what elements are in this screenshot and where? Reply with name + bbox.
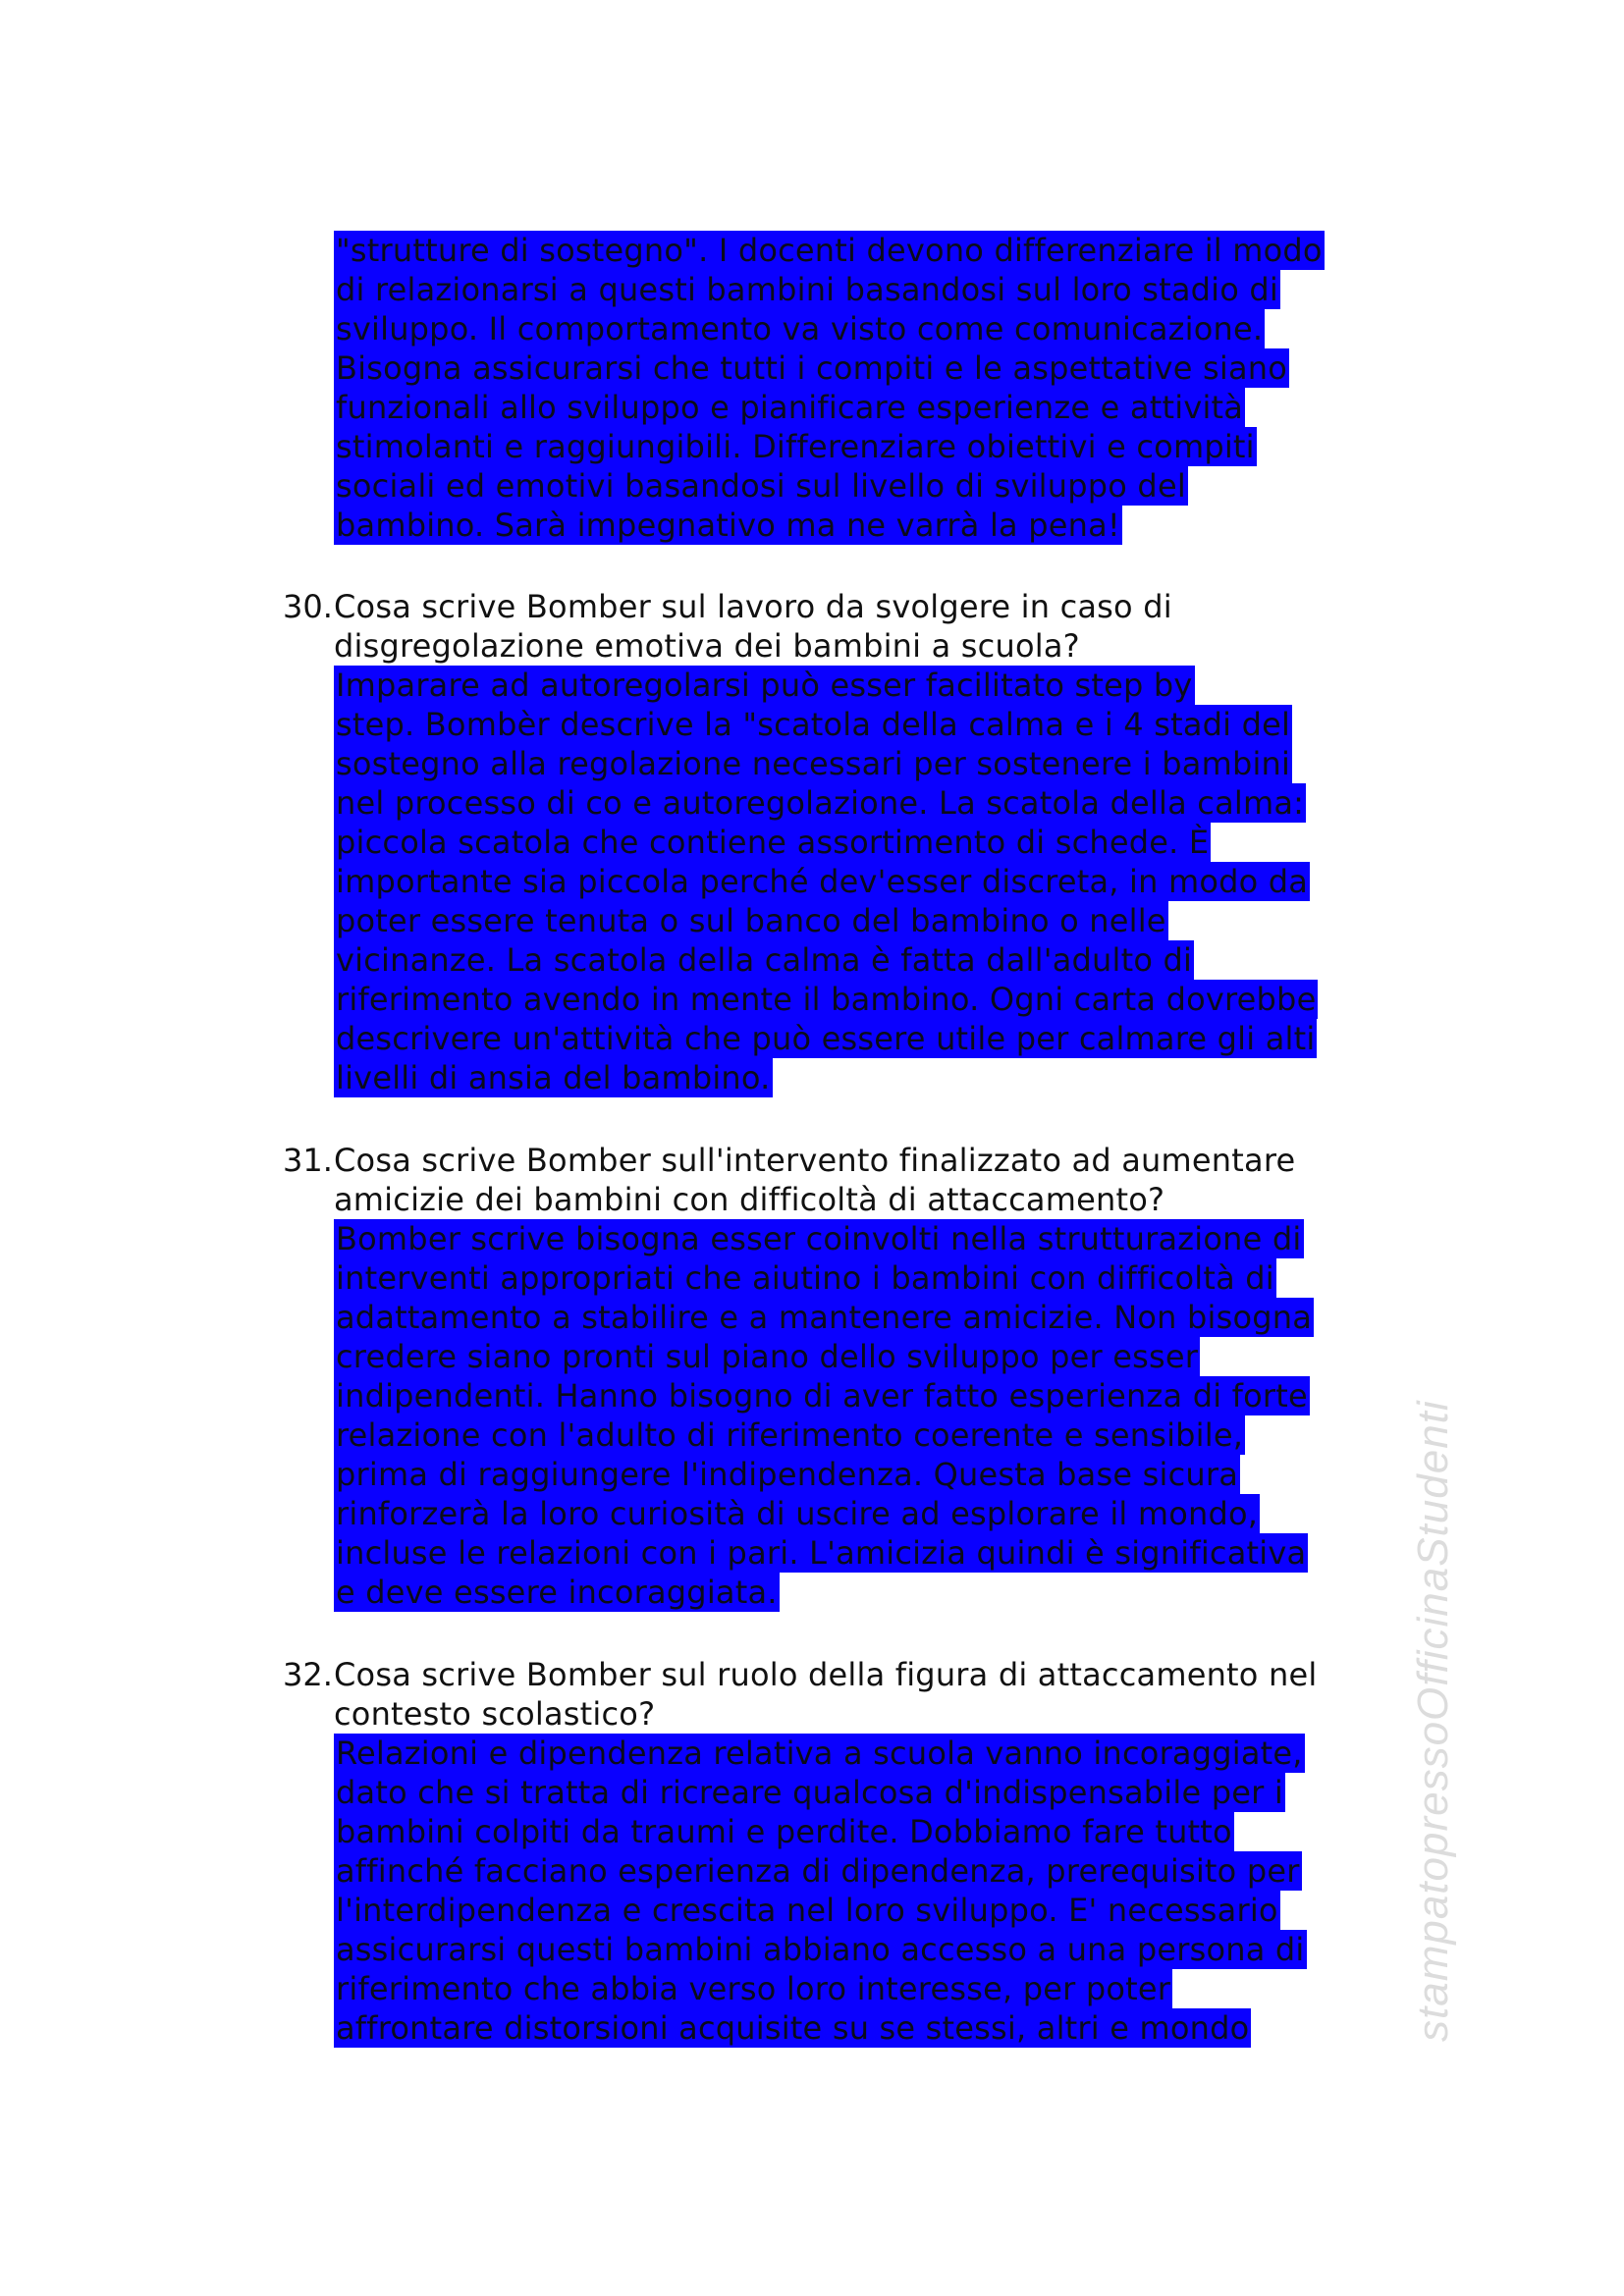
answer-line: nel processo di co e autoregolazione. La scatola della calma:	[336, 784, 1305, 822]
answer-line: vicinanze. La scatola della calma è fatta dall'adulto di	[336, 941, 1193, 979]
question-number: 31.	[283, 1142, 333, 1179]
answer-line: l'interdipendenza e crescita nel loro sviluppo. E' necessario	[336, 1892, 1278, 1929]
answer-line: Bisogna assicurarsi che tutti i compiti e le aspettative siano	[336, 349, 1288, 387]
question-line: contesto scolastico?	[334, 1695, 656, 1733]
question-number: 32.	[283, 1656, 333, 1693]
answer-line: affrontare distorsioni acquisite su se stessi, altri e mondo	[336, 2009, 1250, 2047]
question-number: 30.	[283, 588, 333, 625]
question-line: disgregolazione emotiva dei bambini a scuola?	[334, 627, 1080, 665]
answer-line: stimolanti e raggiungibili. Differenziare obiettivi e compiti	[336, 428, 1255, 465]
answer-line: rinforzerà la loro curiosità di uscire ad esplorare il mondo,	[336, 1495, 1259, 1532]
answer-line: incluse le relazioni con i pari. L'amicizia quindi è significativa	[336, 1534, 1307, 1572]
answer-line: bambino. Sarà impegnativo ma ne varrà la pena!	[336, 507, 1120, 544]
question-line: Cosa scrive Bomber sul ruolo della figura di attaccamento nel	[334, 1656, 1318, 1693]
answer-line: Bomber scrive bisogna esser coinvolti nella strutturazione di	[336, 1220, 1302, 1257]
answer-line: Relazioni e dipendenza relativa a scuola vanno incoraggiate,	[336, 1735, 1303, 1772]
answer-line: sostegno alla regolazione necessari per sostenere i bambini	[336, 745, 1291, 782]
question-line: Cosa scrive Bomber sull'intervento finalizzato ad aumentare	[334, 1142, 1296, 1179]
answer-line: dato che si tratta di ricreare qualcosa d'indispensabile per i	[336, 1774, 1283, 1811]
watermark: stampatopressoOfficinaStudenti	[1409, 1400, 1457, 2042]
answer-line: di relazionarsi a questi bambini basandosi sul loro stadio di	[336, 271, 1279, 308]
answer-line: prima di raggiungere l'indipendenza. Questa base sicura	[336, 1456, 1239, 1493]
answer-line: indipendenti. Hanno bisogno di aver fatto esperienza di forte	[336, 1377, 1308, 1415]
answer-line: importante sia piccola perché dev'esser discreta, in modo da	[336, 863, 1309, 900]
answer-line: credere siano pronti sul piano dello sviluppo per esser	[336, 1338, 1199, 1375]
answer-line: relazione con l'adulto di riferimento coerente e sensibile,	[336, 1416, 1244, 1454]
answer-line: descrivere un'attività che può essere utile per calmare gli alti	[336, 1020, 1316, 1057]
answer-line: interventi appropriati che aiutino i bambini con difficoltà di	[336, 1259, 1274, 1297]
answer-line: step. Bombèr descrive la "scatola della calma e i 4 stadi del	[336, 706, 1291, 743]
answer-line: sociali ed emotivi basandosi sul livello di sviluppo del	[336, 467, 1186, 505]
answer-line: sviluppo. Il comportamento va visto come comunicazione.	[336, 310, 1264, 347]
answer-line: Imparare ad autoregolarsi può esser facilitato step by	[336, 667, 1193, 704]
answer-line: assicurarsi questi bambini abbiano accesso a una persona di	[336, 1931, 1305, 1968]
answer-line: piccola scatola che contiene assortimento di schede. È	[336, 824, 1210, 861]
answer-line: "strutture di sostegno". I docenti devono differenziare il modo	[336, 232, 1323, 269]
answer-line: adattamento a stabilire e a mantenere amicizie. Non bisogna	[336, 1299, 1313, 1336]
answer-line: riferimento avendo in mente il bambino. Ogni carta dovrebbe	[336, 981, 1317, 1018]
answer-line: bambini colpiti da traumi e perdite. Dobbiamo fare tutto	[336, 1813, 1232, 1850]
question-line: amicizie dei bambini con difficoltà di attaccamento?	[334, 1181, 1165, 1218]
answer-line: livelli di ansia del bambino.	[336, 1059, 771, 1096]
answer-line: funzionali allo sviluppo e pianificare esperienze e attività	[336, 389, 1244, 426]
question-line: Cosa scrive Bomber sul lavoro da svolgere in caso di	[334, 588, 1172, 625]
answer-line: riferimento che abbia verso loro interesse, per poter	[336, 1970, 1171, 2007]
answer-line: affinché facciano esperienza di dipendenza, prerequisito per	[336, 1852, 1300, 1890]
answer-line: e deve essere incoraggiata.	[336, 1574, 778, 1611]
answer-line: poter essere tenuta o sul banco del bambino o nelle	[336, 902, 1166, 939]
